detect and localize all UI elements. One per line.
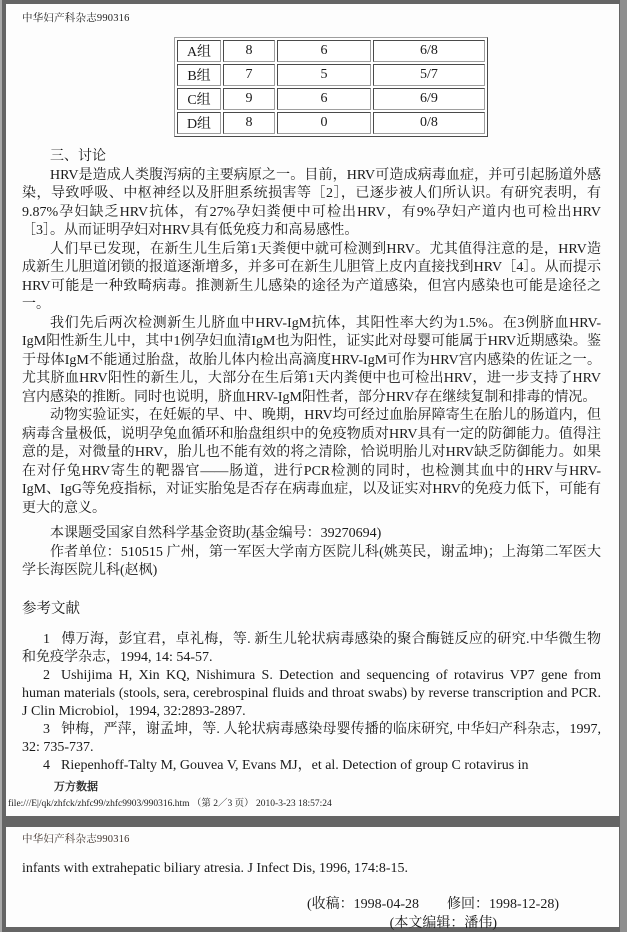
table-cell: D组	[177, 112, 221, 134]
table-cell: 6	[277, 88, 371, 110]
received-revised-dates: (收稿：1998-04-28 修回：1998-12-28)	[307, 897, 559, 912]
acknowledgment-block	[22, 525, 601, 581]
results-table	[174, 37, 488, 137]
reference-number: 3	[43, 721, 50, 737]
table-cell: C组	[177, 88, 221, 110]
reference-number: 4	[43, 757, 50, 773]
file-path-and-timestamp: file:///E|/qk/zhfck/zhfc99/zhfc9903/990316.htm （第 2／3 页） 2010-3-23 18:57:24	[8, 799, 332, 809]
reference-continuation-text: infants with extrahepatic biliary atresia. J Infect Dis, 1996, 174:8-15.	[22, 861, 409, 876]
table-cell: 6/9	[373, 88, 485, 110]
journal-header: 中华妇产科杂志990316	[22, 834, 130, 845]
reference-item	[22, 721, 601, 757]
table-cell: 5/7	[373, 64, 485, 86]
table-row-group-b	[177, 64, 485, 86]
table-cell: 6/8	[373, 40, 485, 62]
paragraph: HRV是造成人类腹泻病的主要病原之一。目前，HRV可造成病毒血症，并可引起肠道外感染，导致呼吸、中枢神经以及肝胆系统损害等［2］，已逐步被人们所认识。有研究表明，有9.87%孕妇缺乏HRV抗体，有27%孕妇粪便中可检出HRV，有9%孕妇产道内也可检出HRV［3］。从而证明孕妇对HRV具有低免疫力和高易感性。	[22, 167, 601, 238]
frame-left-edge	[0, 0, 2, 932]
page-footer	[8, 778, 332, 809]
journal-header: 中华妇产科杂志990316	[22, 13, 130, 24]
table-cell: 0	[277, 112, 371, 134]
reference-item	[22, 757, 601, 775]
reference-number: 1	[43, 631, 50, 647]
endnotes-block	[22, 895, 601, 932]
table-cell: 0/8	[373, 112, 485, 134]
paragraph: 人们早已发现，在新生儿生后第1天粪便中就可检测到HRV。尤其值得注意的是，HRV造成新生儿胆道闭锁的报道逐渐增多，并多可在新生儿胆管上皮内直接找到HRV［4］。从而提示HRV可能是一种致畸病毒。推测新生儿感染的途径为产道感染，但宫内感染也可能是途径之一。	[22, 241, 601, 312]
table-row-group-a	[177, 40, 485, 62]
editor-note: (本文编辑：潘伟)	[389, 916, 497, 931]
table-cell: 9	[223, 88, 275, 110]
frame-right-edge	[620, 0, 627, 932]
discussion-section	[22, 148, 601, 518]
wanfang-data-watermark: 万方数据	[54, 781, 98, 793]
table-cell: A组	[177, 40, 221, 62]
reference-text: Riepenhoff-Talty M, Gouvea V, Evans MJ，et al. Detection of group C rotavirus in	[61, 757, 529, 773]
author-affiliation: 作者单位：510515 广州，第一军医大学南方医院儿科(姚英民，谢孟坤)；上海第二军医大学长海医院儿科(赵枫)	[22, 544, 601, 578]
reference-item	[22, 667, 601, 721]
table-cell: 7	[223, 64, 275, 86]
table-row-group-c	[177, 88, 485, 110]
article-page-3	[6, 827, 619, 931]
table-row-group-d	[177, 112, 485, 134]
reference-number: 2	[43, 667, 50, 683]
table-cell: 8	[223, 112, 275, 134]
reference-text: 钟梅，严萍，谢孟坤，等. 人轮状病毒感染母婴传播的临床研究, 中华妇产科杂志，1997, 32: 735-737.	[22, 721, 601, 755]
table-cell: 6	[277, 40, 371, 62]
table-cell: 5	[277, 64, 371, 86]
article-page-2	[6, 4, 619, 816]
funding-note: 本课题受国家自然科学基金资助(基金编号：39270694)	[50, 526, 382, 541]
paragraph: 动物实验证实，在妊娠的早、中、晚期，HRV均可经过血胎屏障寄生在胎儿的肠道内，但病毒含量极低，说明孕兔血循环和胎盘组织中的免疫物质对HRV具有一定的防御能力。值得注意的是，对微量的HRV，胎儿也不能有效的将之清除，恰说明胎儿对HRV缺乏防御能力。如果在对仔兔HRV寄生的靶器官——肠道，进行PCR检测的同时，也检测其血中的HRV与HRV-IgM、IgG等免疫指标，对证实胎兔是否存在病毒血症，以及证实对HRV的免疫力低下，可能有更大的意义。	[22, 408, 601, 516]
section-heading: 三、讨论	[50, 149, 106, 164]
table-cell: B组	[177, 64, 221, 86]
references-heading: 参考文献	[22, 600, 80, 617]
paragraph: 我们先后两次检测新生儿脐血中HRV-IgM抗体，其阳性率大约为1.5%。在3例脐血HRV-IgM阳性新生儿中，其中1例孕妇血清IgM也为阳性，证实此对母婴可能属于HRV近期感染。鉴于母体IgM不能通过胎盘，故胎儿体内检出高滴度HRV-IgM可作为HRV宫内感染的佐证之一。尤其脐血HRV阳性的新生儿，大部分在生后第1天内粪便中也可检出HRV，进一步支持了HRV宫内感染的推断。同时也说明，脐血HRV-IgM阳性者，部分HRV存在继续复制和排毒的情况。	[22, 315, 601, 405]
table-cell: 8	[223, 40, 275, 62]
reference-text: 傅万海，彭宜君，卓礼梅，等. 新生儿轮状病毒感染的聚合酶链反应的研究.中华微生物和免疫学杂志，1994, 14: 54-57.	[22, 631, 601, 665]
references-list	[22, 631, 601, 775]
reference-item	[22, 631, 601, 667]
reference-text: Ushijima H, Xin KQ, Nishimura S. Detection and sequencing of rotavirus VP7 gene from human materials (stools, sera, cerebrospinal fluids and throat swabs) by reverse transcription and PCR. J Clin Microbiol，1994, 32:2893-2897.	[22, 667, 601, 719]
